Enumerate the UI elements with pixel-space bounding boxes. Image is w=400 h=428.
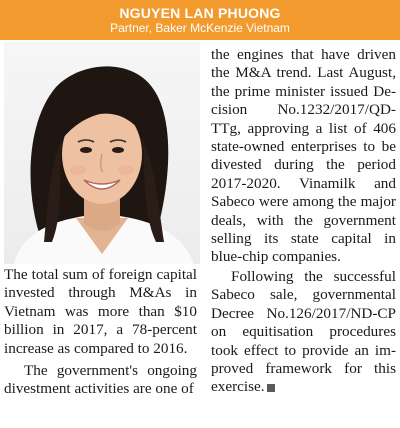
person-name: NGUYEN LAN PHUONG [119, 5, 281, 21]
article-right-column [211, 46, 396, 397]
article-paragraph-text: Following the successful Sabeco sale, governmental Decree No.126/2017/ND-CP on equitisation procedures took effect to provide an improved framework for this exercise. [211, 267, 396, 396]
profile-header [0, 0, 400, 40]
end-of-article-icon [267, 384, 275, 392]
article-paragraph: The government's ongoing divestment activities are one of [4, 362, 197, 398]
article-paragraph: the engines that have driven the M&A trend. Last August, the prime minister issued Decision No.1232/2017/QD-TTg, approving a list of 406 state-owned enterprises to be divested during the period 2017-2020. Vinamilk and Sabeco were among the major deals, with the government selling its state capital in blue-chip companies. [211, 46, 396, 266]
portrait-illustration [4, 42, 200, 264]
article-left-column [4, 266, 197, 399]
person-role: Partner, Baker McKenzie Vietnam [110, 21, 290, 35]
portrait-photo [4, 42, 200, 264]
article-paragraph: The total sum of foreign capital invested through M&As in Vietnam was more than $10 billion in 2017, a 78-percent increase as compared to 2016. [4, 266, 197, 357]
article-paragraph-final [211, 268, 396, 397]
